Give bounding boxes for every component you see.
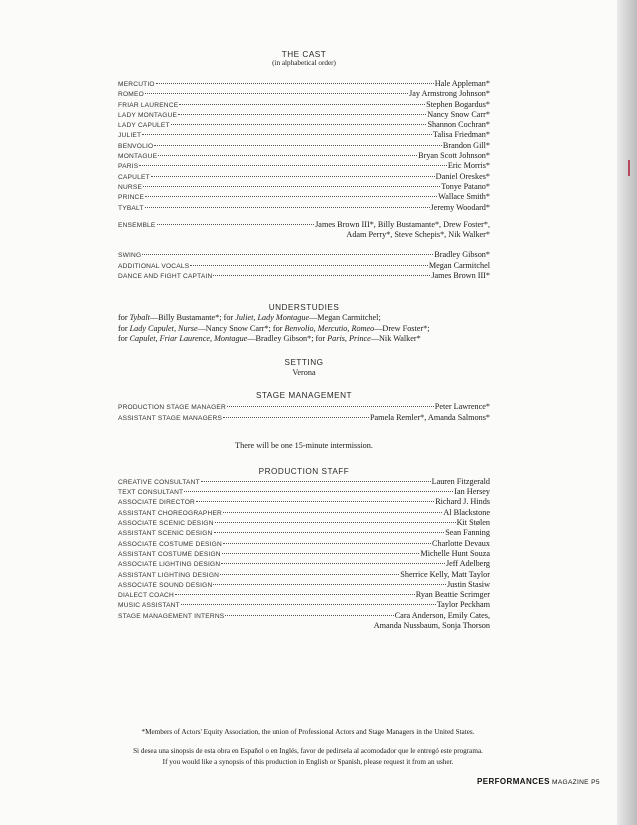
dot-leader (201, 480, 431, 482)
stage-management-list (118, 402, 490, 423)
actor-name: Daniel Oreskes* (435, 171, 490, 181)
understudies-heading: UNDERSTUDIES (268, 303, 340, 313)
ensemble-row (118, 220, 490, 230)
equity-footnote: *Members of Actors' Equity Association, the union of Professional Actors and Stage Managers in the United States. (141, 728, 475, 736)
understudy-text: —Drew Foster*; (374, 323, 430, 333)
understudy-line (118, 334, 490, 344)
understudy-text: for (118, 313, 130, 323)
dot-leader (143, 185, 440, 187)
cast-row (118, 192, 490, 202)
setting-heading: SETTING (284, 358, 324, 368)
cast-list (118, 79, 490, 213)
role-label: ASSOCIATE SCENIC DESIGN (118, 520, 214, 528)
role-label: ASSISTANT COSTUME DESIGN (118, 550, 221, 558)
staff-row (118, 402, 490, 412)
actor-name: Nancy Snow Carr* (427, 109, 490, 119)
understudy-text: for (118, 333, 130, 343)
role-label: ASSOCIATE SOUND DESIGN (118, 581, 213, 589)
staff-row (118, 487, 490, 497)
intermission-note: There will be one 15-minute intermission. (235, 440, 373, 450)
staff-name: Jeff Adelberg (445, 559, 490, 569)
actor-name: Jay Armstrong Johnson* (409, 89, 490, 99)
actor-name: Bryan Scott Johnson* (418, 151, 490, 161)
dot-leader (221, 562, 445, 564)
understudy-text: —Megan Carmitchel; (309, 313, 381, 323)
staff-row (118, 477, 490, 487)
role-label: BENVOLIO (118, 142, 154, 150)
staff-row (118, 559, 490, 569)
actor-name: Talisa Friedman* (433, 130, 490, 140)
cast-row (118, 120, 490, 130)
dot-leader (215, 521, 456, 523)
staff-name: Kit Stølen (456, 518, 490, 528)
understudy-roles: Juliet, Lady Montague (235, 313, 310, 323)
production-staff-list (118, 477, 490, 631)
cast-row (118, 182, 490, 192)
staff-name: Cara Anderson, Emily Cates, (394, 610, 490, 620)
role-label: PRODUCTION STAGE MANAGER (118, 404, 226, 412)
dot-leader (151, 175, 435, 177)
understudy-text: —Bradley Gibson*; for (247, 333, 328, 343)
role-label: ASSISTANT STAGE MANAGERS (118, 414, 223, 422)
staff-name: Pamela Remler*, Amanda Salmons* (369, 412, 490, 422)
role-label: MONTAGUE (118, 153, 158, 161)
staff-row (118, 570, 490, 580)
dot-leader (181, 603, 436, 605)
understudy-roles: Capulet, Friar Laurence, Montague (129, 333, 248, 343)
actor-name: Hale Appleman* (434, 79, 490, 88)
cast-row (118, 141, 490, 151)
role-label: ASSOCIATE COSTUME DESIGN (118, 540, 222, 548)
cast-heading: THE CAST (281, 50, 327, 59)
production-staff-heading: PRODUCTION STAFF (258, 466, 350, 476)
dot-leader (196, 500, 434, 502)
role-label: ASSISTANT LIGHTING DESIGN (118, 571, 220, 579)
magazine-brand: PERFORMANCES (477, 777, 550, 786)
understudy-text: —Nik Walker* (370, 333, 421, 343)
other-cast-block (118, 250, 490, 281)
staff-name: Richard J. Hinds (435, 497, 490, 507)
staff-name: Peter Lawrence* (434, 402, 490, 412)
ensemble-continuation: Adam Perry*, Steve Schepis*, Nik Walker* (346, 230, 490, 240)
actor-name: Eric Morris* (447, 161, 490, 171)
actor-name: Jeremy Woodard* (430, 202, 490, 212)
dot-leader (223, 511, 442, 513)
cast-row (118, 89, 490, 99)
role-label: CREATIVE CONSULTANT (118, 478, 200, 486)
dot-leader (178, 113, 426, 115)
understudy-roles: Benvolio, Mercutio, Romeo (284, 323, 375, 333)
dot-leader (227, 405, 434, 407)
magazine-label: MAGAZINE (552, 779, 589, 786)
actor-name: Tonye Patano* (441, 181, 490, 191)
role-label: ASSISTANT SCENIC DESIGN (118, 530, 213, 538)
understudy-line (118, 313, 490, 323)
staff-row (118, 413, 490, 423)
actor-name: Bradley Gibson* (434, 250, 490, 260)
cast-row (118, 79, 490, 89)
role-label: LADY CAPULET (118, 122, 170, 130)
magazine-footer (477, 777, 600, 786)
cast-row (118, 100, 490, 110)
stage-management-heading: STAGE MANAGEMENT (255, 391, 353, 401)
cast-row (118, 203, 490, 213)
role-label: TYBALT (118, 204, 144, 212)
staff-row (118, 590, 490, 600)
understudy-text: for (118, 323, 130, 333)
role-label: SWING (118, 252, 142, 260)
actor-name: James Brown III*, Billy Bustamante*, Drew Foster*, (315, 219, 490, 229)
staff-name: Ian Hersey (454, 487, 490, 497)
dot-leader (154, 144, 442, 146)
understudies-list (118, 313, 490, 344)
cast-subheading: (in alphabetical order) (272, 59, 336, 67)
staff-row (118, 497, 490, 507)
staff-name: Charlotte Devaux (432, 538, 490, 548)
staff-name: Lauren Fitzgerald (431, 476, 490, 486)
cast-row (118, 271, 490, 281)
staff-row (118, 549, 490, 559)
role-label: DIALECT COACH (118, 592, 174, 600)
staff-name: Justin Stasiw (447, 579, 490, 589)
role-label: ASSISTANT CHOREOGRAPHER (118, 509, 223, 517)
role-label: ASSOCIATE DIRECTOR (118, 499, 195, 507)
understudy-roles: Paris, Prince (327, 333, 371, 343)
role-label: LADY MONTAGUE (118, 111, 178, 119)
staff-row (118, 580, 490, 590)
staff-name: Al Blackstone (443, 507, 490, 517)
role-label: ROMEO (118, 91, 144, 99)
dot-leader (175, 593, 415, 595)
cast-row (118, 161, 490, 171)
staff-name: Michelle Hunt Souza (420, 548, 490, 558)
dot-leader (145, 206, 430, 208)
dot-leader (158, 154, 417, 156)
role-label: NURSE (118, 183, 143, 191)
cast-row (118, 250, 490, 260)
role-label: MERCUTIO (118, 81, 155, 88)
spanish-synopsis-note: Si desea una sinopsis de esta obra en Español o en Inglés, favor de pedirsela al acomodador que le entregó este programa. (133, 747, 483, 755)
dot-leader (190, 264, 428, 266)
dot-leader (214, 531, 445, 533)
role-label: STAGE MANAGEMENT INTERNS (118, 612, 225, 620)
staff-row (118, 518, 490, 528)
role-label: DANCE AND FIGHT CAPTAIN (118, 273, 213, 281)
staff-row (118, 611, 490, 621)
dot-leader (179, 103, 425, 105)
dot-leader (156, 82, 434, 84)
staff-name: Ryan Beattie Scrimger (415, 590, 490, 600)
dot-leader (157, 223, 315, 225)
dot-leader (223, 542, 431, 544)
english-synopsis-note: If you would like a synopsis of this production in English or Spanish, please request it from an usher. (162, 758, 454, 766)
cast-row (118, 151, 490, 161)
staff-name: Sean Fanning (445, 528, 490, 538)
role-label: PRINCE (118, 194, 145, 202)
understudy-line (118, 324, 490, 334)
page-edge-shadow (617, 0, 637, 825)
interns-continuation: Amanda Nussbaum, Sonja Thorson (373, 620, 490, 630)
role-label: CAPULET (118, 173, 150, 181)
cast-row (118, 172, 490, 182)
dot-leader (222, 552, 420, 554)
understudy-roles: Lady Capulet, Nurse (129, 323, 198, 333)
role-label: ADDITIONAL VOCALS (118, 262, 190, 270)
program-content (118, 50, 490, 631)
actor-name: James Brown III* (431, 271, 490, 281)
staff-row (118, 508, 490, 518)
dot-leader (223, 416, 369, 418)
role-label: ENSEMBLE (118, 221, 156, 229)
dot-leader (145, 195, 437, 197)
role-label: PARIS (118, 163, 139, 171)
setting-value: Verona (292, 368, 316, 378)
understudy-text: —Nancy Snow Carr*; for (197, 323, 285, 333)
page-number: P5 (591, 779, 600, 786)
staff-row (118, 600, 490, 610)
staff-name: Sherrice Kelly, Matt Taylor (400, 569, 490, 579)
ensemble-block (118, 220, 490, 241)
dot-leader (142, 253, 433, 255)
dot-leader (145, 92, 408, 94)
dot-leader (213, 274, 430, 276)
dot-leader (142, 133, 432, 135)
cast-row (118, 130, 490, 140)
cast-row (118, 261, 490, 271)
role-label: TEXT CONSULTANT (118, 489, 184, 497)
staff-row (118, 539, 490, 549)
role-label: MUSIC ASSISTANT (118, 602, 180, 610)
dot-leader (220, 573, 399, 575)
actor-name: Stephen Bogardus* (426, 99, 490, 109)
role-label: ASSOCIATE LIGHTING DESIGN (118, 561, 221, 569)
understudy-text: —Billy Bustamante*; for (149, 313, 236, 323)
role-label: FRIAR LAURENCE (118, 101, 179, 109)
actor-name: Shannon Cochran* (427, 120, 490, 130)
cast-row (118, 110, 490, 120)
dot-leader (225, 614, 393, 616)
staff-name: Taylor Peckham (436, 600, 490, 610)
dot-leader (171, 123, 427, 125)
role-label: JULIET (118, 132, 142, 140)
actor-name: Wallace Smith* (438, 192, 490, 202)
actor-name: Brandon Gill* (442, 140, 490, 150)
dot-leader (139, 164, 447, 166)
page-edge-mark (628, 160, 630, 176)
dot-leader (184, 490, 453, 492)
understudy-roles: Tybalt (129, 313, 150, 323)
actor-name: Megan Carmitchel (428, 260, 490, 270)
staff-row (118, 528, 490, 538)
dot-leader (213, 583, 446, 585)
